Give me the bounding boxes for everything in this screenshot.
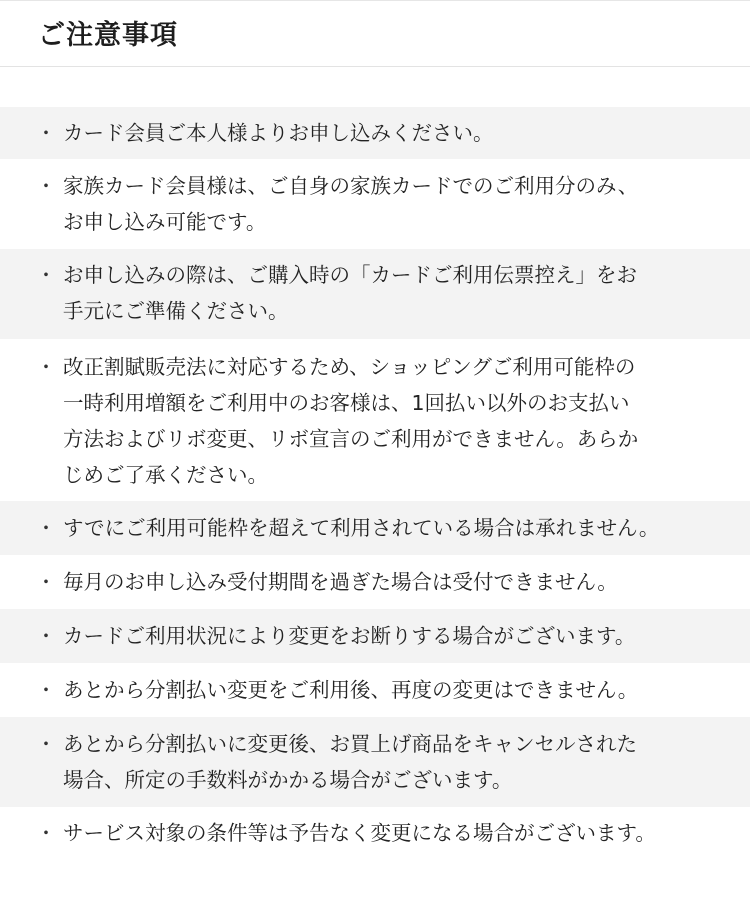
- notice-text: [63, 672, 722, 708]
- bullet: ・: [36, 732, 56, 756]
- notice-line: お申し込み可能です。: [63, 210, 267, 234]
- notice-line: すでにご利用可能枠を超えて利用されている場合は承れません。: [63, 516, 660, 540]
- notice-text: [63, 257, 722, 329]
- bullet: ・: [36, 570, 56, 594]
- notice-item: [0, 555, 750, 609]
- notice-item: [0, 609, 750, 663]
- bullet: ・: [36, 821, 56, 845]
- notice-item: [0, 501, 750, 555]
- bullet: ・: [36, 678, 56, 702]
- notice-line: 毎月のお申し込み受付期間を過ぎた場合は受付できません。: [63, 570, 618, 594]
- notice-list: [0, 107, 750, 859]
- notice-line: 手元にご準備ください。: [63, 299, 289, 323]
- notice-line: 場合、所定の手数料がかかる場合がございます。: [63, 768, 513, 792]
- notice-line: 家族カード会員様は、ご自身の家族カードでのご利用分のみ、: [63, 174, 639, 198]
- notice-line: カード会員ご本人様よりお申し込みください。: [63, 121, 494, 145]
- notice-text: [63, 564, 722, 600]
- page-header: [0, 0, 750, 67]
- notice-text: [63, 168, 722, 240]
- notice-item: [0, 107, 750, 159]
- notice-line: あとから分割払いに変更後、お買上げ商品をキャンセルされた: [63, 732, 637, 756]
- notice-item: [0, 717, 750, 807]
- notice-text: [63, 349, 722, 493]
- notice-line: 改正割賦販売法に対応するため、ショッピングご利用可能枠の: [63, 355, 636, 379]
- notice-line: 方法およびリボ変更、リボ宣言のご利用ができません。あらか: [63, 427, 639, 451]
- notice-item: [0, 339, 750, 501]
- notice-text: [63, 618, 722, 654]
- bullet: ・: [36, 174, 56, 198]
- page-title: ご注意事項: [38, 20, 178, 51]
- notice-item: [0, 249, 750, 339]
- notice-text: [63, 115, 722, 151]
- notice-item: [0, 807, 750, 859]
- notice-item: [0, 159, 750, 249]
- notice-line: カードご利用状況により変更をお断りする場合がございます。: [63, 624, 636, 648]
- notice-text: [63, 726, 722, 798]
- notice-text: [63, 510, 722, 546]
- notice-line: じめご了承ください。: [63, 463, 268, 487]
- bullet: ・: [36, 624, 56, 648]
- notice-item: [0, 663, 750, 717]
- notice-text: [63, 815, 722, 851]
- notice-line: サービス対象の条件等は予告なく変更になる場合がございます。: [63, 821, 656, 845]
- notice-line: 一時利用増額をご利用中のお客様は、1回払い以外のお支払い: [63, 391, 630, 415]
- bullet: ・: [36, 263, 56, 287]
- notice-line: あとから分割払い変更をご利用後、再度の変更はできません。: [63, 678, 639, 702]
- bullet: ・: [36, 121, 56, 145]
- notice-line: お申し込みの際は、ご購入時の「カードご利用伝票控え」をお: [63, 263, 637, 287]
- bullet: ・: [36, 516, 56, 540]
- bullet: ・: [36, 355, 56, 379]
